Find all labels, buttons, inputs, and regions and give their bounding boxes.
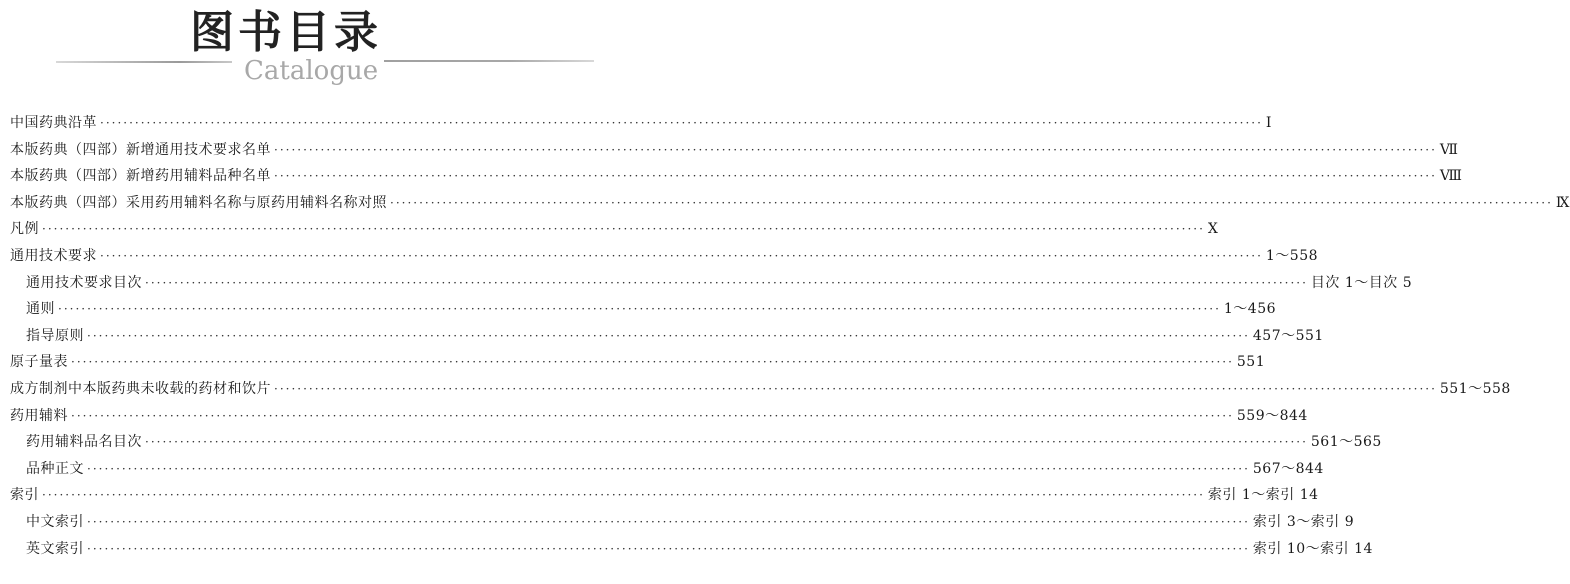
toc-entry-page: Ⅶ [1439, 141, 1459, 158]
toc-entry-title: 药用辅料品名目次 [26, 434, 142, 451]
toc-entry-title: 中国药典沿革 [10, 115, 97, 131]
toc-entry-index[interactable] [10, 482, 1319, 509]
toc-entry-atomic-weights[interactable] [10, 349, 1266, 376]
toc-entry-page: 559～844 [1236, 407, 1308, 424]
toc-entry-title: 原子量表 [10, 354, 68, 371]
toc-entry-english-index[interactable] [10, 536, 1373, 563]
toc-entry-title: 索引 [10, 487, 39, 504]
dot-leader: ········································································································································································································ [42, 222, 1205, 237]
dot-leader: ········································································································································································································ [390, 195, 1553, 210]
toc-entry-excipient-contents[interactable] [10, 429, 1382, 456]
dot-leader: ········································································································································································································ [87, 328, 1250, 343]
dot-leader: ········································································································································································································ [71, 408, 1234, 423]
toc-entry-page: 551 [1236, 354, 1266, 371]
dot-leader: ········································································································································································································ [71, 355, 1234, 370]
toc-entry-page: 索引 1～索引 14 [1207, 487, 1319, 504]
dot-leader: ········································································································································································································ [145, 435, 1308, 450]
toc-entry-page: 索引 3～索引 9 [1252, 513, 1355, 530]
dot-leader: ········································································································································································································ [274, 381, 1437, 396]
toc-entry-page: 567～844 [1252, 460, 1324, 477]
dot-leader: ········································································································································································································ [87, 461, 1250, 476]
toc-entry-title: 成方制剂中本版药典未收载的药材和饮片 [10, 380, 271, 397]
dot-leader: ········································································································································································································ [274, 169, 1437, 184]
toc-entry-title: 本版药典（四部）新增通用技术要求名单 [10, 141, 271, 158]
toc-entry-title: 本版药典（四部）新增药用辅料品种名单 [10, 168, 271, 185]
toc-entry-requirements-contents[interactable] [10, 270, 1413, 297]
toc-entry-page: Ⅹ [1207, 221, 1219, 238]
dot-leader: ········································································································································································································ [87, 541, 1250, 556]
toc-entry-title: 品种正文 [26, 460, 84, 477]
title-rule-left [56, 61, 232, 63]
toc-entry-monographs[interactable] [10, 456, 1324, 483]
catalogue-header [0, 0, 800, 100]
page-title: 图书目录 [190, 7, 382, 58]
toc-entry-general-requirements[interactable] [10, 243, 1319, 270]
page-subtitle: Catalogue [244, 56, 379, 86]
toc-entry-title: 通用技术要求 [10, 247, 97, 264]
toc-entry-general-notices[interactable] [10, 216, 1219, 243]
dot-leader: ········································································································································································································ [100, 116, 1263, 130]
toc-entry-uncollected-herbs[interactable] [10, 376, 1511, 403]
toc-entry-excipients[interactable] [10, 403, 1308, 430]
dot-leader: ········································································································································································································ [145, 275, 1308, 290]
dot-leader: ········································································································································································································ [42, 488, 1205, 503]
toc-entry-name-comparison[interactable] [10, 190, 1570, 217]
dot-leader: ········································································································································································································ [87, 514, 1250, 529]
toc-entry-new-requirements[interactable] [10, 137, 1459, 164]
toc-entry-title: 中文索引 [26, 513, 84, 530]
toc-entry-general-rules[interactable] [10, 296, 1277, 323]
toc-entry-chinese-index[interactable] [10, 509, 1355, 536]
toc-entry-title: 药用辅料 [10, 407, 68, 424]
toc-entry-page: Ⅷ [1439, 168, 1463, 185]
dot-leader: ········································································································································································································ [274, 142, 1437, 157]
toc-entry-new-excipients[interactable] [10, 163, 1463, 190]
toc-entry-page: 1～558 [1265, 247, 1319, 264]
toc-entry-title: 指导原则 [26, 327, 84, 344]
toc-entry-title: 凡例 [10, 221, 39, 238]
toc-entry-history[interactable] [10, 110, 1272, 137]
toc-entry-page: 561～565 [1310, 434, 1382, 451]
toc-entry-page: 索引 10～索引 14 [1252, 540, 1373, 557]
toc-entry-title: 通则 [26, 301, 55, 318]
toc-entry-page: 目次 1～目次 5 [1310, 274, 1413, 291]
table-of-contents [10, 110, 1570, 562]
toc-entry-title: 通用技术要求目次 [26, 274, 142, 291]
toc-entry-page: Ⅰ [1265, 115, 1272, 131]
toc-entry-page: 1～456 [1223, 301, 1277, 318]
dot-leader: ········································································································································································································ [100, 248, 1263, 263]
toc-entry-guidelines[interactable] [10, 323, 1324, 350]
toc-entry-title: 英文索引 [26, 540, 84, 557]
toc-entry-page: 551～558 [1439, 380, 1511, 397]
toc-entry-page: Ⅸ [1555, 194, 1570, 211]
title-rule-right [384, 60, 594, 62]
toc-entry-page: 457～551 [1252, 327, 1324, 344]
toc-entry-title: 本版药典（四部）采用药用辅料名称与原药用辅料名称对照 [10, 194, 387, 211]
dot-leader: ········································································································································································································ [58, 302, 1221, 317]
